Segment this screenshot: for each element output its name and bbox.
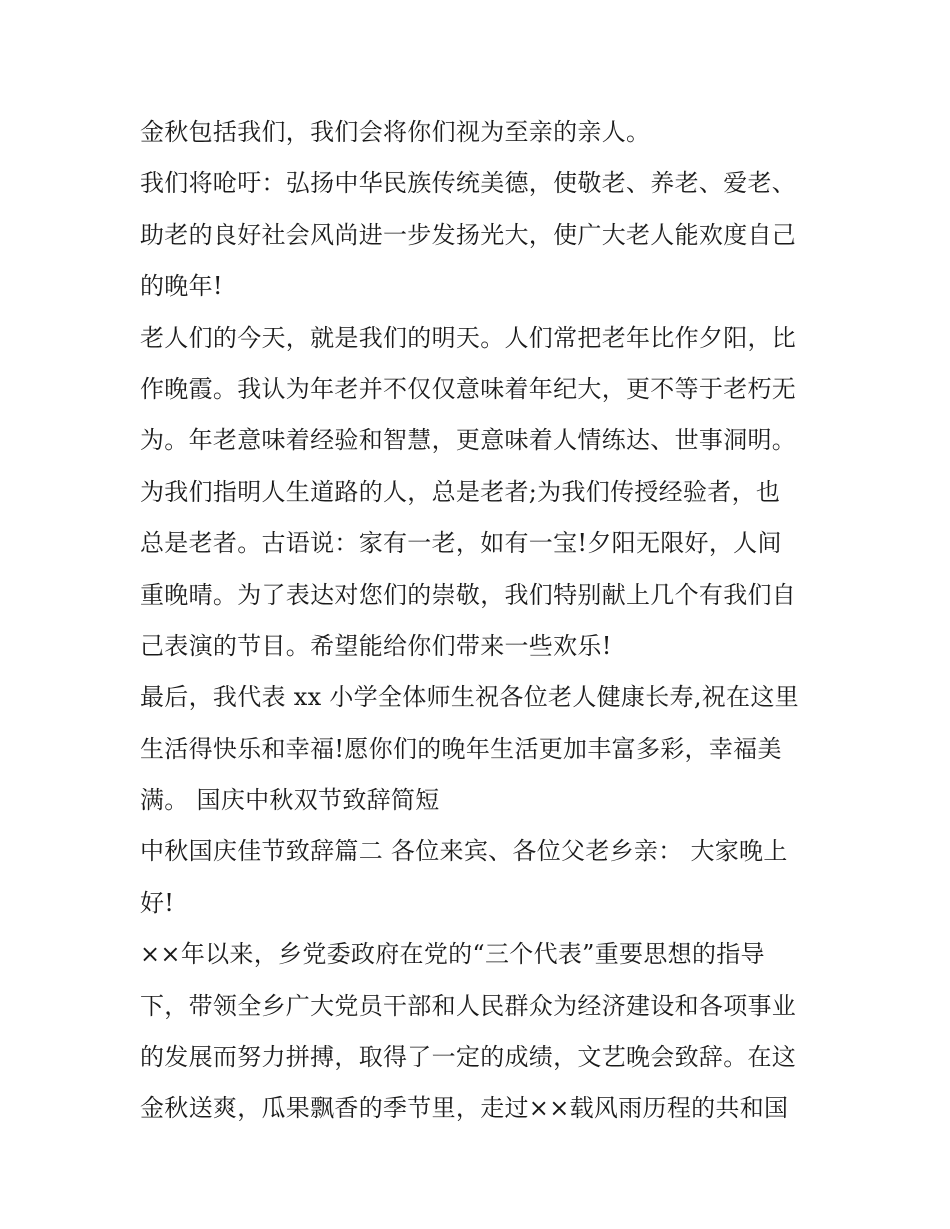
text-line: 满。 国庆中秋双节致辞简短	[140, 786, 440, 815]
text-line: 重晚晴。为了表达对您们的崇敬，我们特别献上几个有我们自	[140, 580, 797, 609]
text-line: 的发展而努力拼搏，取得了一定的成绩，文艺晚会致辞。在这	[140, 1043, 797, 1072]
text-line: 下，带领全乡广大党员干部和人民群众为经济建设和各项事业	[140, 991, 797, 1020]
text-line: 我们将呛吁：弘扬中华民族传统美德，使敬老、养老、爱老、	[140, 169, 797, 198]
text-line: 好!	[140, 888, 175, 917]
document-body	[140, 107, 820, 1135]
text-line: 助老的良好社会风尚进一步发扬光大，使广大老人能欢度自己	[140, 220, 797, 249]
text-line: 为。年老意味着经验和智慧，更意味着人情练达、世事洞明。	[140, 426, 797, 455]
text-line: 中秋国庆佳节致辞篇二 各位来宾、各位父老乡亲： 大家晚上	[140, 837, 788, 866]
text-line: 生活得快乐和幸福!愿你们的晚年生活更加丰富多彩，幸福美	[140, 734, 782, 763]
text-line: 的晚年!	[140, 272, 223, 301]
text-line: 金秋包括我们，我们会将你们视为至亲的亲人。	[140, 118, 651, 146]
text-line: ××年以来，乡党委政府在党的“三个代表”重要思想的指导	[140, 940, 765, 969]
text-line: 最后，我代表 xx 小学全体师生祝各位老人健康长寿,祝在这里	[140, 683, 799, 712]
text-line: 己表演的节目。希望能给你们带来一些欢乐!	[140, 631, 612, 660]
text-line: 总是老者。古语说：家有一老，如有一宝!夕阳无限好，人间	[140, 529, 782, 558]
text-line: 作晚霞。我认为年老并不仅仅意味着年纪大，更不等于老朽无	[140, 374, 797, 403]
text-line: 老人们的今天，就是我们的明天。人们常把老年比作夕阳，比	[140, 323, 797, 352]
text-line: 为我们指明人生道路的人，总是老者;为我们传授经验者，也	[140, 477, 781, 506]
text-line: 金秋送爽，瓜果飘香的季节里，走过××载风雨历程的共和国	[140, 1094, 789, 1123]
